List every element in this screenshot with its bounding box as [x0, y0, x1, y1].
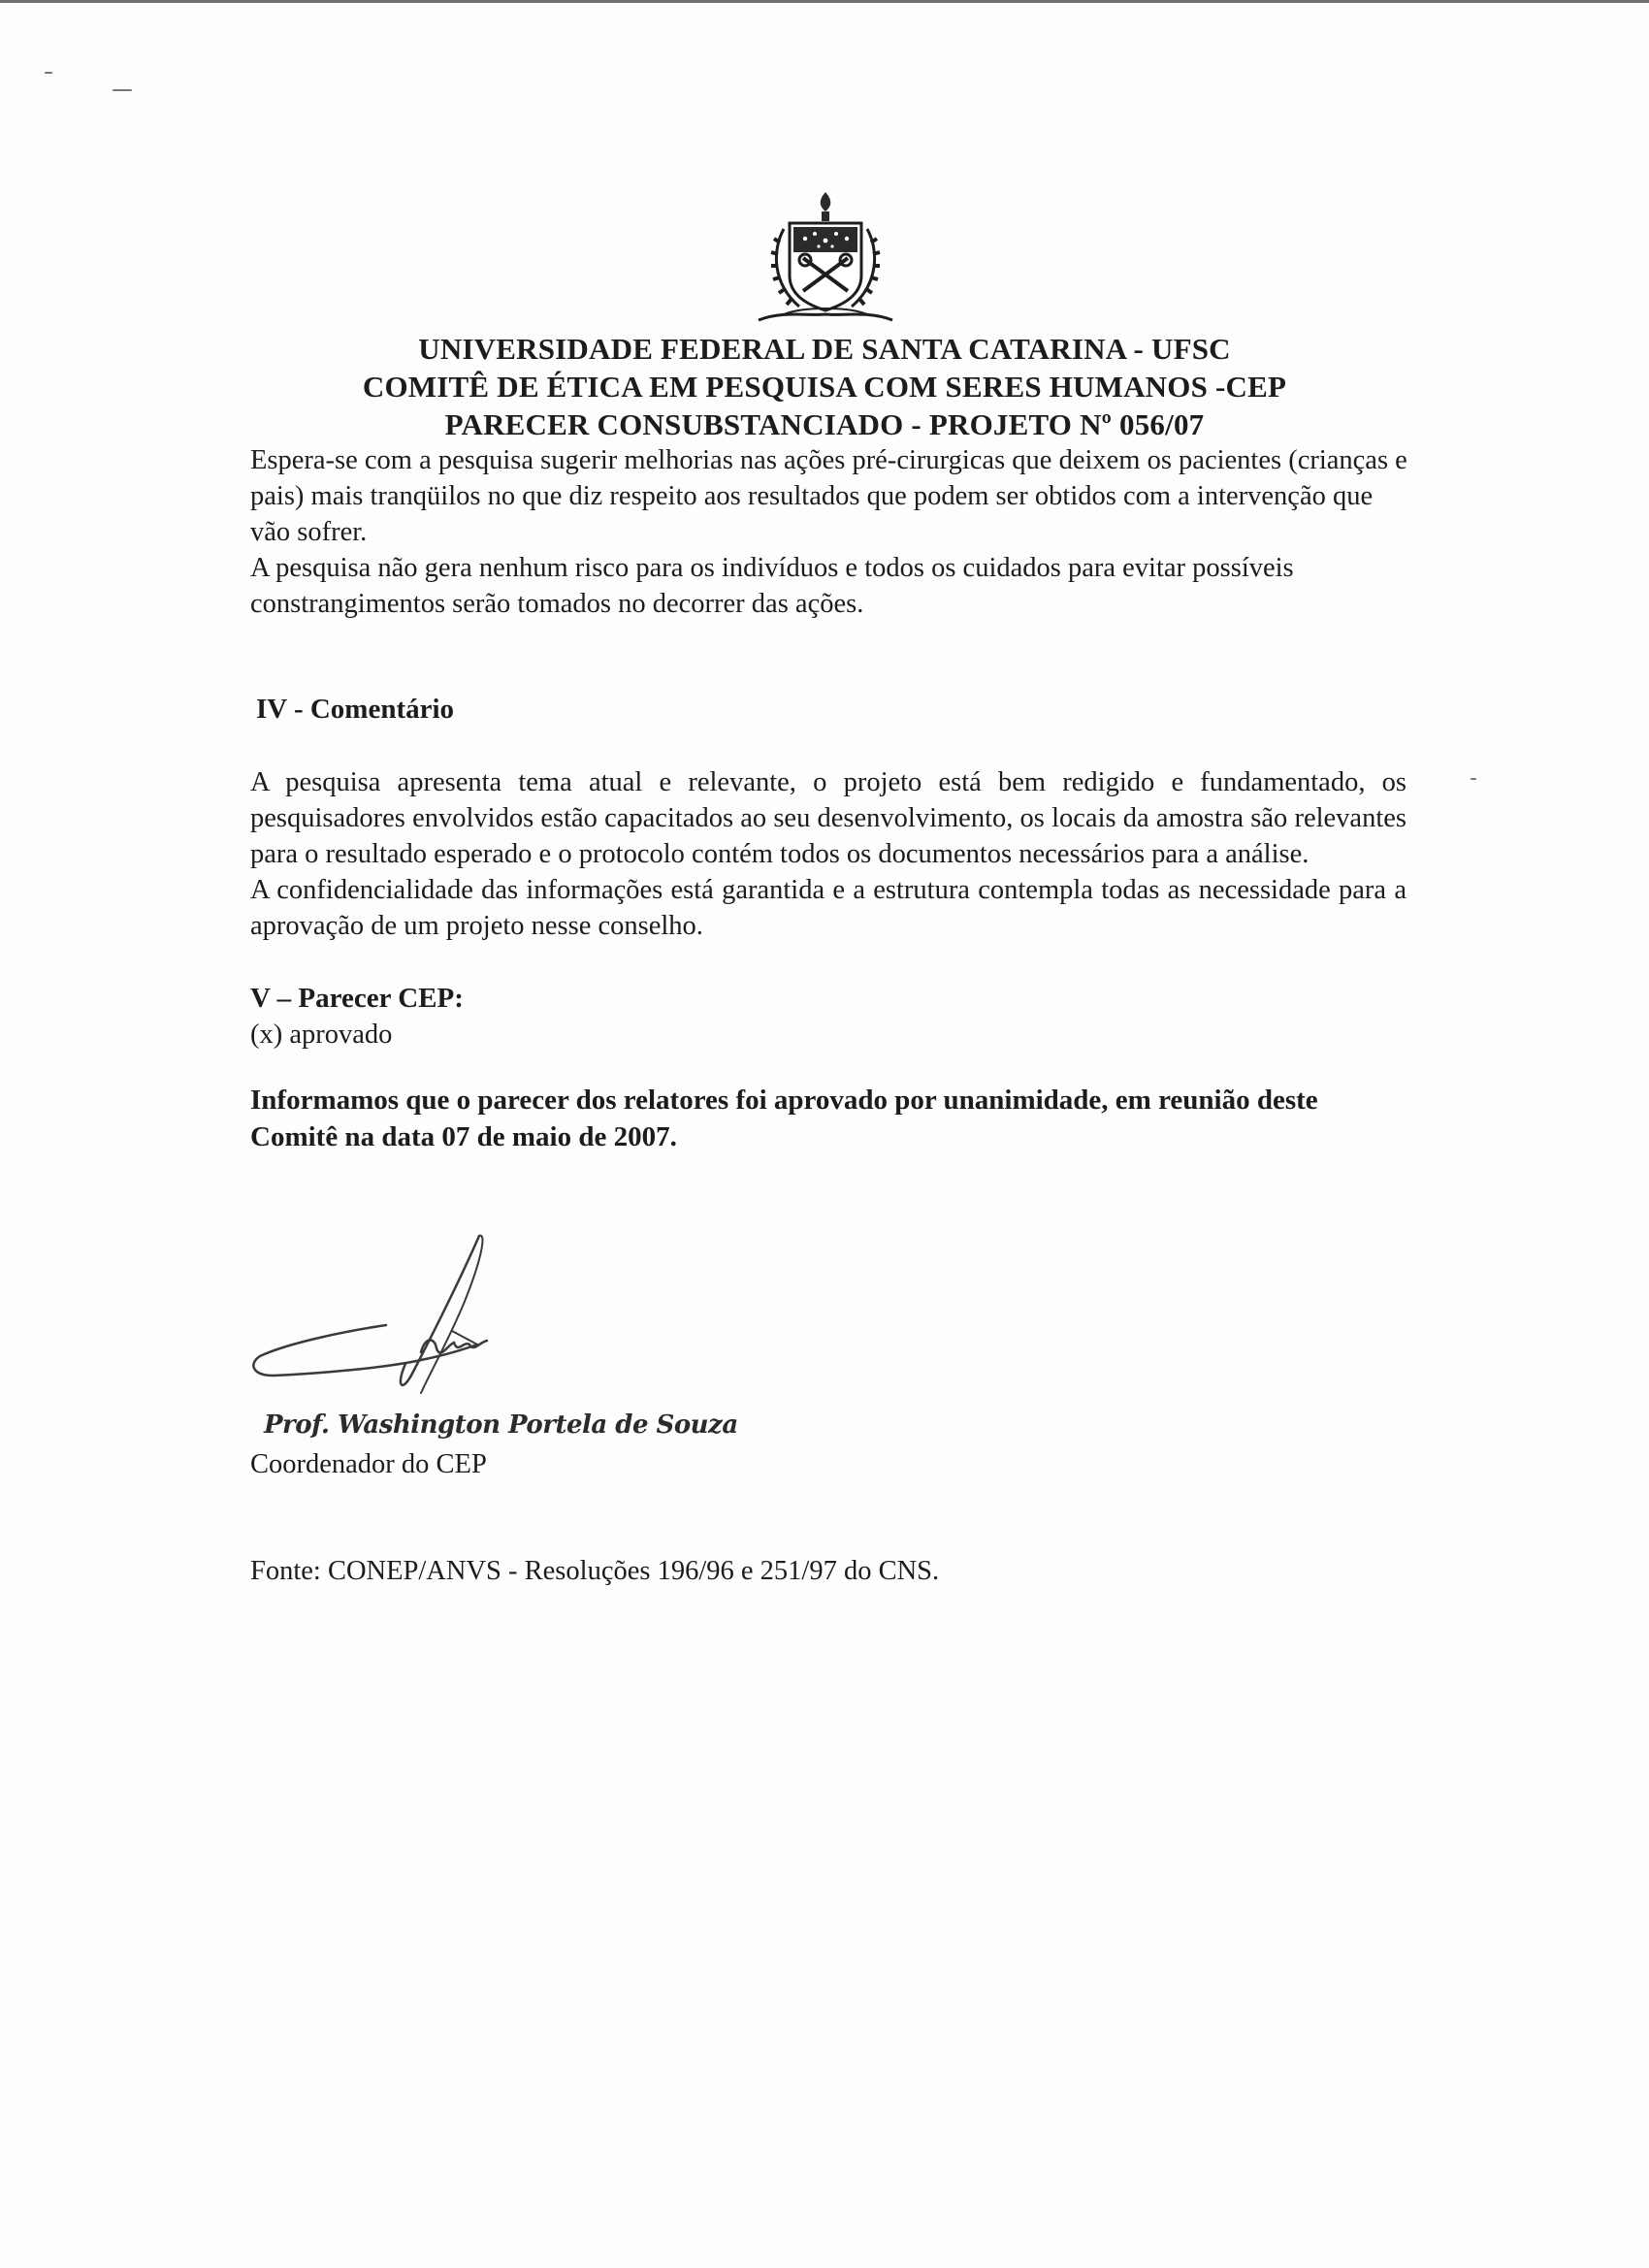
university-crest-icon — [755, 190, 896, 326]
parecer-status: (x) aprovado — [250, 1020, 393, 1050]
conclusion-statement: Informamos que o parecer dos relatores foi aprovado por unanimidade, em reunião deste Comitê na data 07 de maio de 2007. — [250, 1085, 1318, 1152]
header-university: UNIVERSIDADE FEDERAL DE SANTA CATARINA - UFSC — [418, 332, 1231, 366]
scan-top-edge — [0, 0, 1649, 3]
intro-paragraph-1: Espera-se com a pesquisa sugerir melhorias nas ações pré-cirurgicas que deixem os pacientes (crianças e pais) mais tranqüilos no que diz respeito aos resultados que podem ser obtidos com a intervenção que vão sofrer. — [250, 445, 1407, 547]
intro-paragraph-2: A pesquisa não gera nenhum risco para os indivíduos e todos os cuidados para evitar possíveis constrangimentos serão tomados no decorrer das ações. — [250, 553, 1294, 619]
source-footnote: Fonte: CONEP/ANVS - Resoluções 196/96 e 251/97 do CNS. — [250, 1556, 940, 1586]
document-header — [0, 330, 1649, 443]
scan-speck — [113, 89, 132, 91]
section-heading-comentario: IV - Comentário — [256, 694, 455, 725]
signature-stamp-name: Prof. Washington Portela de Souza — [264, 1410, 738, 1440]
document-body — [250, 442, 1406, 1155]
scan-speck — [45, 72, 52, 74]
comentario-paragraph-1: A pesquisa apresenta tema atual e relevante, o projeto está bem redigido e fundamentado, os pesquisadores envolvidos estão capacitados ao seu desenvolvimento, os locais da amostra são relevantes para o resultado esperado e o protocolo contém todos os documentos necessários para a análise. — [250, 767, 1406, 869]
comentario-paragraph-2: A confidencialidade das informações está garantida e a estrutura contempla todas as necessidade para a aprovação de um projeto nesse conselho. — [250, 875, 1406, 941]
scan-speck — [1471, 778, 1476, 780]
header-committee: COMITÊ DE ÉTICA EM PESQUISA COM SERES HUMANOS -CEP — [362, 370, 1287, 404]
section-heading-parecer: V – Parecer CEP: — [250, 983, 464, 1014]
header-project: PARECER CONSUBSTANCIADO - PROJETO Nº 056/07 — [444, 407, 1205, 441]
signatory-role: Coordenador do CEP — [250, 1449, 487, 1479]
